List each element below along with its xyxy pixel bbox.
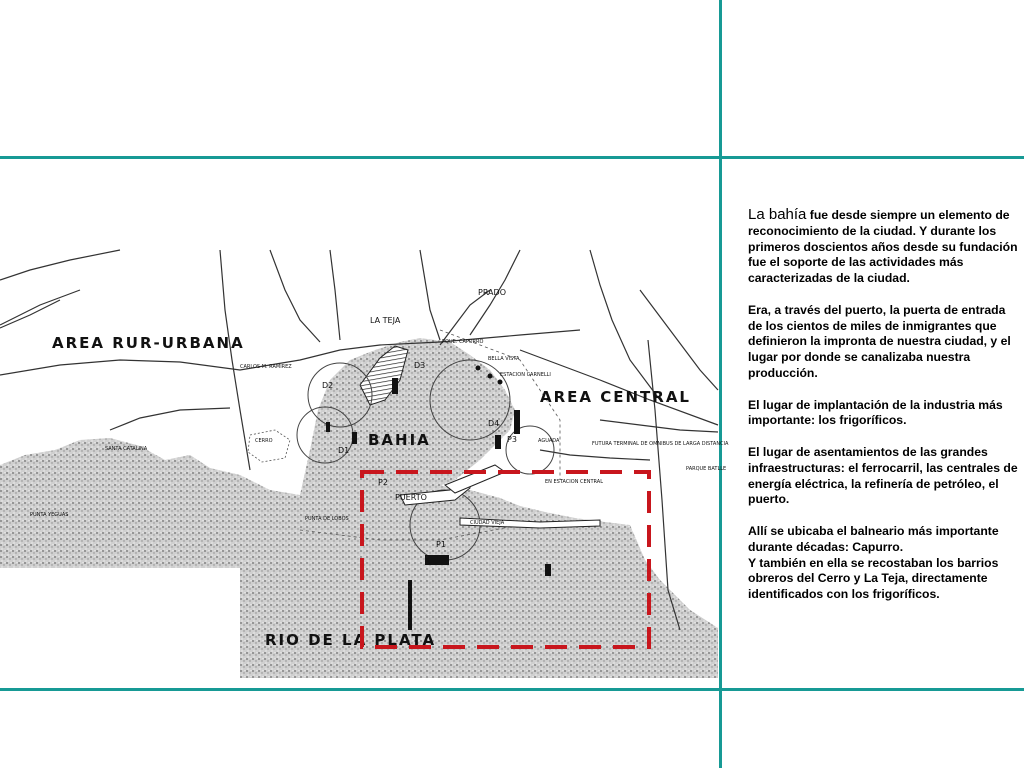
label-punta-de-lobos: PUNTA DE LOBOS [305,516,349,522]
label-bella-vista: BELLA VISTA [488,356,520,362]
label-futura-terminal: FUTURA TERMINAL DE OMNIBUS DE LARGA DISTANCIA [592,441,729,447]
label-estacion-carnelli: ESTACION CARNELLI [500,372,551,378]
bahia-text: fue desde siempre un elemento de reconocimiento de la ciudad. Y durante los primeros doscientos años desde su fundación fue el soporte de las actividades más caracterizadas de la ciudad. [748,208,1018,286]
paragraph-puerto: Era, a través del puerto, la puerta de entrada de los cientos de miles de inmigrantes que definieron la impronta de nuestra ciudad, y el lugar por donde se canalizaba nuestra producción. [748,302,1011,380]
label-p2: P2 [378,478,388,487]
label-area-rur-urbana: AREA RUR-URBANA [52,334,245,352]
label-p1: P1 [436,540,446,549]
label-santa-catalina: SANTA CATALINA [105,446,148,452]
label-cerro: CERRO [255,438,273,444]
label-rio-de-la-plata: RIO DE LA PLATA [265,631,437,649]
label-d4: D4 [488,419,500,428]
vertical-divider [719,0,722,768]
paragraph-capurro [748,524,1020,603]
label-puerto: PUERTO [395,493,427,502]
label-pque-capurro: PQUE. CAPURRO [442,339,484,345]
label-prado: PRADO [478,288,506,297]
label-carlos-m-ramirez: CARLOS M. RAMIREZ [240,364,292,370]
label-d2: D2 [322,381,334,390]
label-p3: P3 [507,435,517,444]
label-area-central: AREA CENTRAL [540,388,691,406]
label-estacion-central: EN ESTACION CENTRAL [545,479,603,485]
paragraph-industria: El lugar de implantación de la industria más importante: los frigoríficos. [748,397,1003,428]
label-ciudad-vieja: CIUDAD VIEJA [470,520,505,526]
label-d3: D3 [414,361,426,370]
label-punta-yeguas: PUNTA YEGUAS [30,512,69,518]
paragraph-bahia [748,207,1020,287]
bahia-lead: La bahía [748,206,807,223]
barrios-line: Y también en ella se recostaban los barrios obreros del Cerro y La Teja, directamente identificados con los frigoríficos. [748,555,999,602]
label-bahia: BAHIA [368,431,431,449]
label-d1: D1 [338,446,350,455]
label-aguada: AGUADA [538,438,560,444]
label-parque-batlle: PARQUE BATLLE [686,466,727,472]
paragraph-infraestructuras: El lugar de asentamientos de las grandes infraestructuras: el ferrocarril, las centrales de energía eléctrica, la refinería de petróleo, el puerto. [748,444,1018,507]
label-la-teja: LA TEJA [370,316,401,325]
description-panel [748,207,1020,619]
capurro-line: Allí se ubicaba el balneario más importante durante décadas: Capurro. [748,523,999,554]
